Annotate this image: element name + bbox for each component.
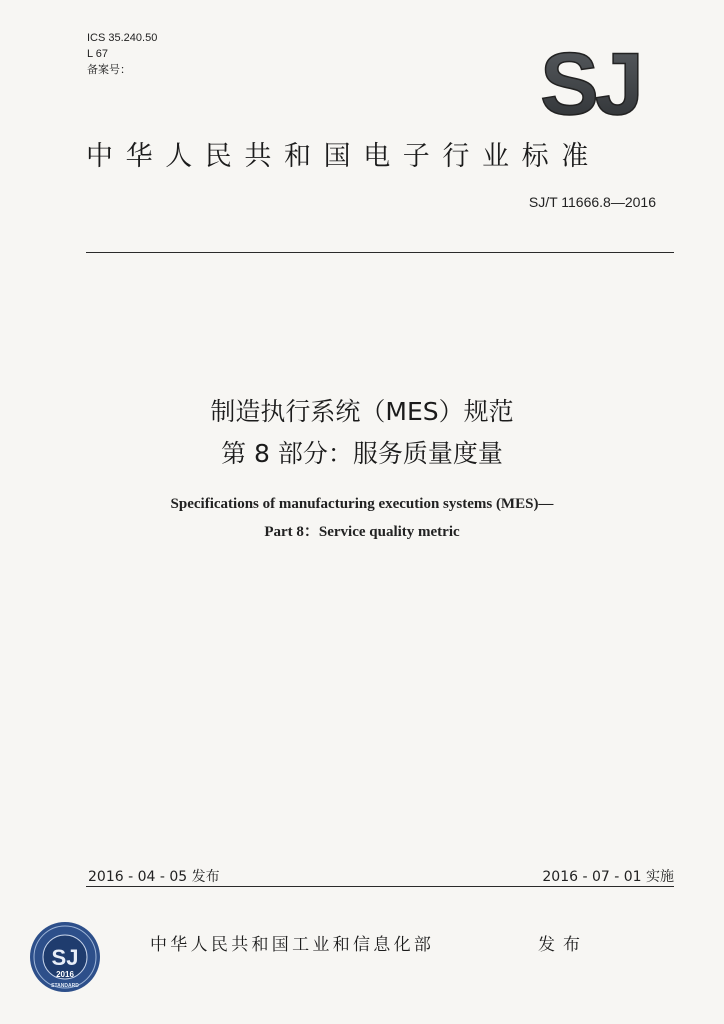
category-code: L 67: [87, 48, 109, 60]
filing-number-label: 备案号：: [87, 64, 131, 76]
sj-logo-text: SJ: [540, 46, 640, 120]
industry-standard-title: 中华人民共和国电子行业标准: [86, 141, 601, 172]
implementation-date: 2016 - 07 - 01 实施: [542, 869, 674, 885]
classification-block: [87, 30, 157, 78]
english-title-line-1: Specifications of manufacturing execution systems (MES)—: [170, 496, 554, 512]
publisher-seal-icon: [28, 920, 102, 994]
chinese-title-line-1: 制造执行系统（MES）规范: [210, 397, 514, 426]
seal-bottom-text: STANDARD: [51, 983, 79, 989]
issue-date: 2016 - 04 - 05 发布: [88, 869, 220, 885]
ics-code: ICS 35.240.50: [87, 32, 158, 44]
standard-number: SJ/T 11666.8—2016: [528, 194, 656, 210]
publisher-name: 中华人民共和国工业和信息化部: [150, 935, 435, 955]
chinese-title-line-2: 第 8 部分：服务质量度量: [221, 439, 503, 468]
bottom-divider: [86, 886, 674, 887]
seal-center-text: SJ: [51, 945, 79, 970]
sj-logo: [536, 46, 644, 120]
top-divider: [86, 252, 674, 253]
english-title-line-2: Part 8：Service quality metric: [264, 524, 460, 540]
publish-label: 发布: [538, 935, 588, 955]
seal-year-text: 2016: [56, 970, 74, 979]
